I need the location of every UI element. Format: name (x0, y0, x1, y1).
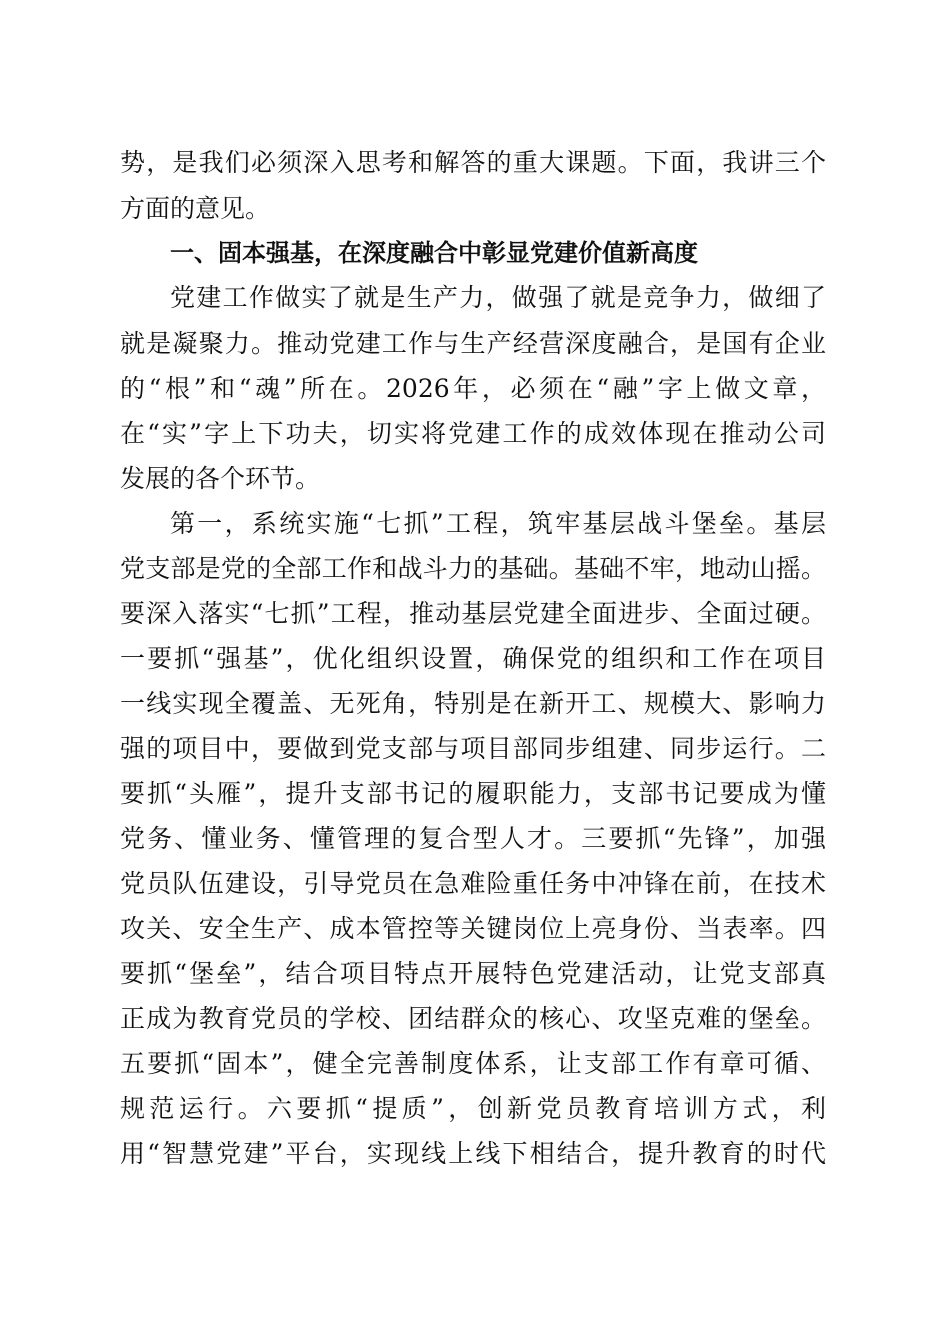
paragraph-line: 强的项目中，要做到党支部与项目部同步组建、同步运行。二 (120, 734, 826, 763)
paragraph-line: 党建工作做实了就是生产力，做强了就是竞争力，做细了 (170, 283, 826, 312)
paragraph-line: 党务、懂业务、懂管理的复合型人才。三要抓“先锋”，加强 (120, 824, 826, 853)
paragraph-line: 一要抓“强基”，优化组织设置，确保党的组织和工作在项目 (120, 644, 826, 673)
paragraph-line: 攻关、安全生产、成本管控等关键岗位上亮身份、当表率。四 (120, 914, 826, 943)
paragraph-line: 方面的意见。 (120, 194, 271, 223)
paragraph-line: 在“实”字上下功夫，切实将党建工作的成效体现在推动公司 (120, 419, 826, 448)
paragraph-line: 一线实现全覆盖、无死角，特别是在新开工、规模大、影响力 (120, 689, 826, 718)
paragraph-line: 用“智慧党建”平台，实现线上线下相结合，提升教育的时代 (120, 1139, 826, 1168)
paragraph-line: 五要抓“固本”，健全完善制度体系，让支部工作有章可循、 (120, 1049, 826, 1078)
paragraph-line: 要抓“堡垒”，结合项目特点开展特色党建活动，让党支部真 (120, 959, 826, 988)
paragraph-line: 要深入落实“七抓”工程，推动基层党建全面进步、全面过硬。 (120, 599, 826, 628)
paragraph-line: 正成为教育党员的学校、团结群众的核心、攻坚克难的堡垒。 (120, 1004, 826, 1033)
paragraph-line: 就是凝聚力。推动党建工作与生产经营深度融合，是国有企业 (120, 329, 826, 358)
paragraph-line: 规范运行。六要抓“提质”，创新党员教育培训方式，利 (120, 1094, 826, 1123)
paragraph-line: 党支部是党的全部工作和战斗力的基础。基础不牢，地动山摇。 (120, 554, 826, 583)
paragraph-line: 的“根”和“魂”所在。2026年，必须在“融”字上做文章， (120, 374, 826, 403)
paragraph-line: 要抓“头雁”，提升支部书记的履职能力，支部书记要成为懂 (120, 779, 826, 808)
section-heading: 一、固本强基，在深度融合中彰显党建价值新高度 (170, 239, 698, 267)
paragraph-line: 党员队伍建设，引导党员在急难险重任务中冲锋在前，在技术 (120, 869, 826, 898)
paragraph-line: 发展的各个环节。 (120, 464, 321, 493)
paragraph-line: 势，是我们必须深入思考和解答的重大课题。下面，我讲三个 (120, 148, 826, 177)
paragraph-line: 第一，系统实施“七抓”工程，筑牢基层战斗堡垒。基层 (170, 509, 826, 538)
